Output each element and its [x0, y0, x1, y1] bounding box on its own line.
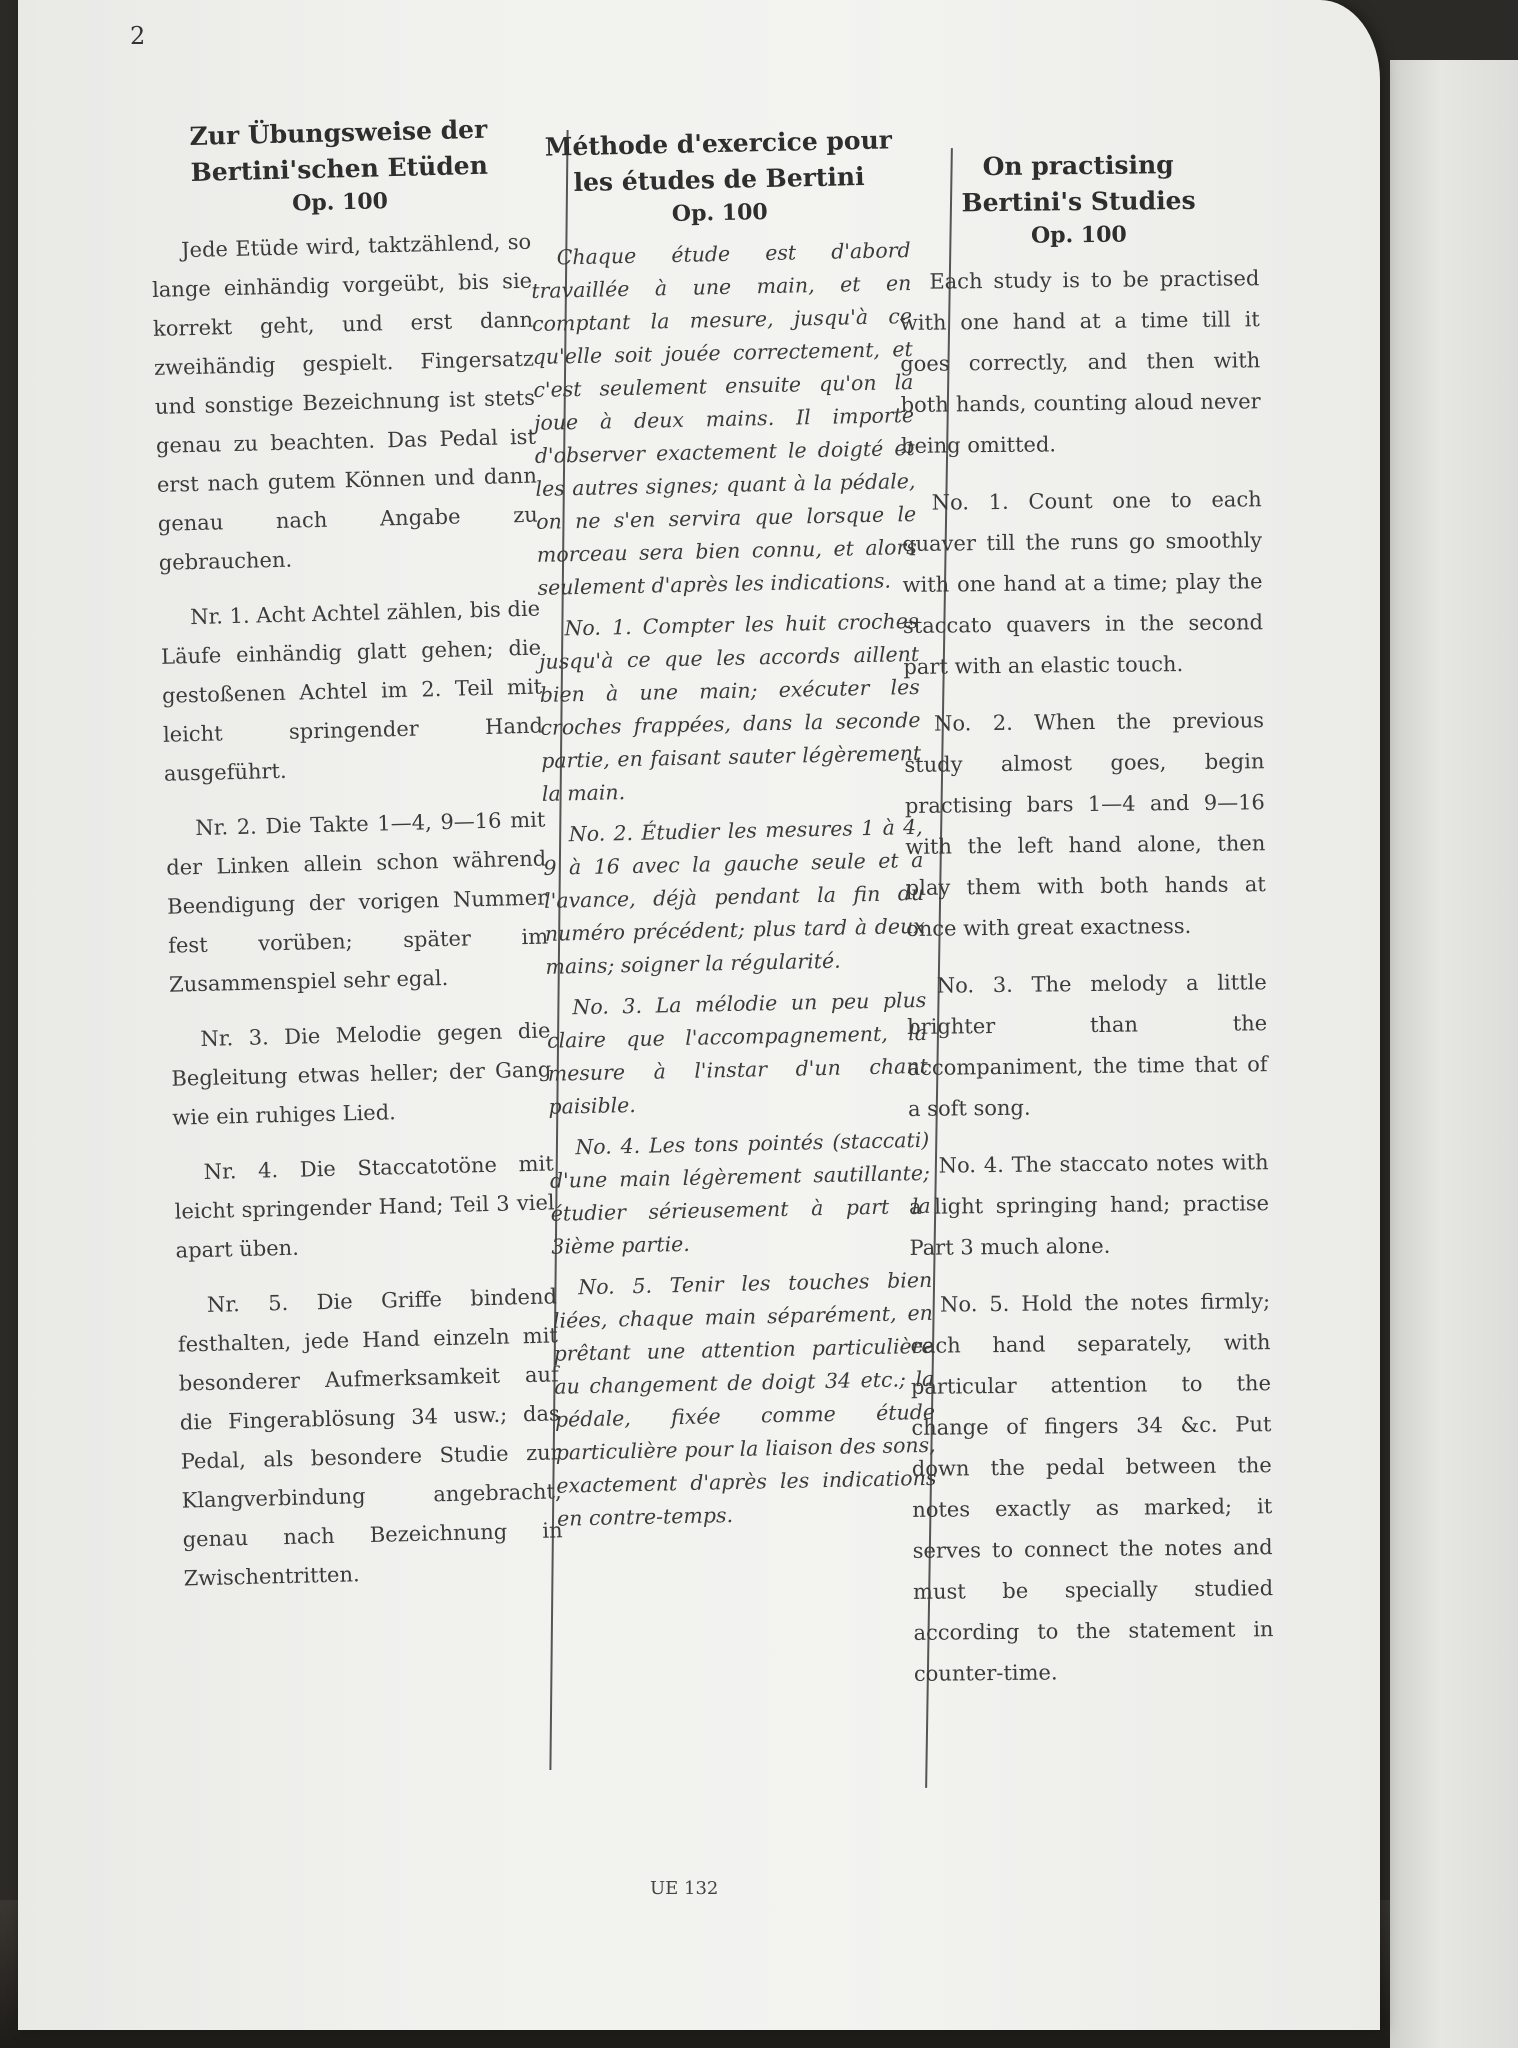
german-opus: Op. 100 — [291, 188, 389, 217]
german-no2: Nr. 2. Die Takte 1—4, 9—16 mit der Linken allein schon während Beendigung der vorigen Nummer fest vorüben; später im Zusammenspiel sehr egal. — [165, 807, 549, 997]
german-no3: Nr. 3. Die Melodie gegen die Begleitung etwas heller; der Gang wie ein ruhiges Lied. — [171, 1018, 552, 1130]
french-no2: No. 2. Étudier les mesures 1 à 4, 9 à 16 avec la gauche seule et à l'avance, déjà pendant la fin du numéro précédent; plus tard à deux mains; soigner la régularité. — [543, 814, 926, 979]
english-title-line2: Bertini's Studies — [961, 185, 1196, 218]
english-no3: No. 3. The melody a little brighter than the accompaniment, the time that of a soft song. — [907, 970, 1268, 1121]
french-no5: No. 5. Tenir les touches bien liées, chaque main séparément, en prêtant une attention particulière au changement de doigt 34 etc.; la pédale, fixée comme étude particulière pour la liaison des sons, exactement d'après les indications en contre-temps. — [552, 1267, 937, 1531]
german-intro: Jede Etüde wird, taktzählend, so lange einhändig vorgeübt, bis sie korrekt geht, und erst dann zweihändig gespielt. Fingersatz und sonstige Bezeichnung ist stets genau zu beachten. Das Pedal ist erst nach gutem Können und dann genau nach Angabe zu gebrauchen. — [151, 229, 539, 575]
french-column — [528, 122, 938, 1544]
german-no5: Nr. 5. Die Griffe bindend festhalten, jede Hand einzeln mit besonderer Aufmerksamkeit auf die Fingerablösung 34 usw.; das Pedal, als besondere Studie zur Klangverbindung angebracht, genau nach Bezeichnung in Zwischentritten. — [177, 1284, 563, 1591]
french-no1: No. 1. Compter les huit croches jusqu'à ce que les accords aillent bien à une main; exécuter les croches frappées, dans la seconde partie, en faisant sauter légèrement la main. — [538, 608, 922, 806]
publisher-code: UE 132 — [650, 1878, 719, 1899]
french-title — [528, 122, 909, 202]
french-title-line1: Méthode d'exercice pour — [544, 125, 893, 162]
english-title — [898, 146, 1259, 222]
french-title-line2: les études de Bertini — [573, 161, 865, 198]
page-number: 2 — [130, 22, 146, 50]
german-title-line2: Bertini'schen Etüden — [190, 150, 489, 187]
english-no5: No. 5. Hold the notes firmly; each hand separately, with particular attention to the change of fingers 34 &c. Put down the pedal between the notes exactly as marked; it serves to connect the notes and must be specially studied according to the statement in counter-time. — [910, 1289, 1274, 1686]
french-intro: Chaque étude est d'abord travaillée à une main, et en comptant la mesure, jusqu'à ce qu'elle soit jouée correctement, et c'est seulement ensuite qu'on la joue à deux mains. Il importe d'observer exactement le doigté et les autres signes; quant à la pédale, on ne s'en servira que lorsque le morceau sera bien connu, et alors seulement d'après les indications. — [531, 238, 918, 600]
german-no4: Nr. 4. Die Staccatotöne mit leicht springender Hand; Teil 3 viel apart üben. — [174, 1151, 555, 1263]
german-no1: Nr. 1. Acht Achtel zählen, bis die Läufe einhändig glatt gehen; die gestoßenen Achtel im 2. Teil mit leicht springender Hand ausgeführt. — [160, 596, 544, 786]
english-intro: Each study is to be practised with one hand at a time till it goes correctly, and then with both hands, counting aloud never being omitted. — [899, 266, 1261, 458]
english-no4: No. 4. The staccato notes with a light springing hand; practise Part 3 much alone. — [908, 1150, 1270, 1260]
german-column — [148, 111, 564, 1615]
english-title-line1: On practising — [982, 150, 1174, 182]
adjacent-page-edge — [1390, 60, 1518, 2048]
book-page — [18, 0, 1380, 2030]
english-opus: Op. 100 — [1030, 221, 1127, 249]
english-no2: No. 2. When the previous study almost goes, begin practising bars 1—4 and 9—16 with the left hand alone, then play them with both hands at once with great exactness. — [904, 708, 1266, 941]
french-opus: Op. 100 — [671, 199, 768, 228]
english-column — [898, 146, 1274, 1711]
german-title-line1: Zur Übungsweise der — [189, 114, 488, 151]
french-no3: No. 3. La mélodie un peu plus claire que l'accompagnement, la mesure à l'instar d'un chant paisible. — [546, 987, 928, 1119]
german-title — [148, 111, 530, 192]
english-no1: No. 1. Count one to each quaver till the runs go smoothly with one hand at a time; play the staccato quavers in the second part with an elastic touch. — [902, 487, 1264, 679]
french-no4: No. 4. Les tons pointés (staccati) d'une main légèrement sautillante; étudier sérieusement à part la 3ième partie. — [549, 1127, 931, 1259]
